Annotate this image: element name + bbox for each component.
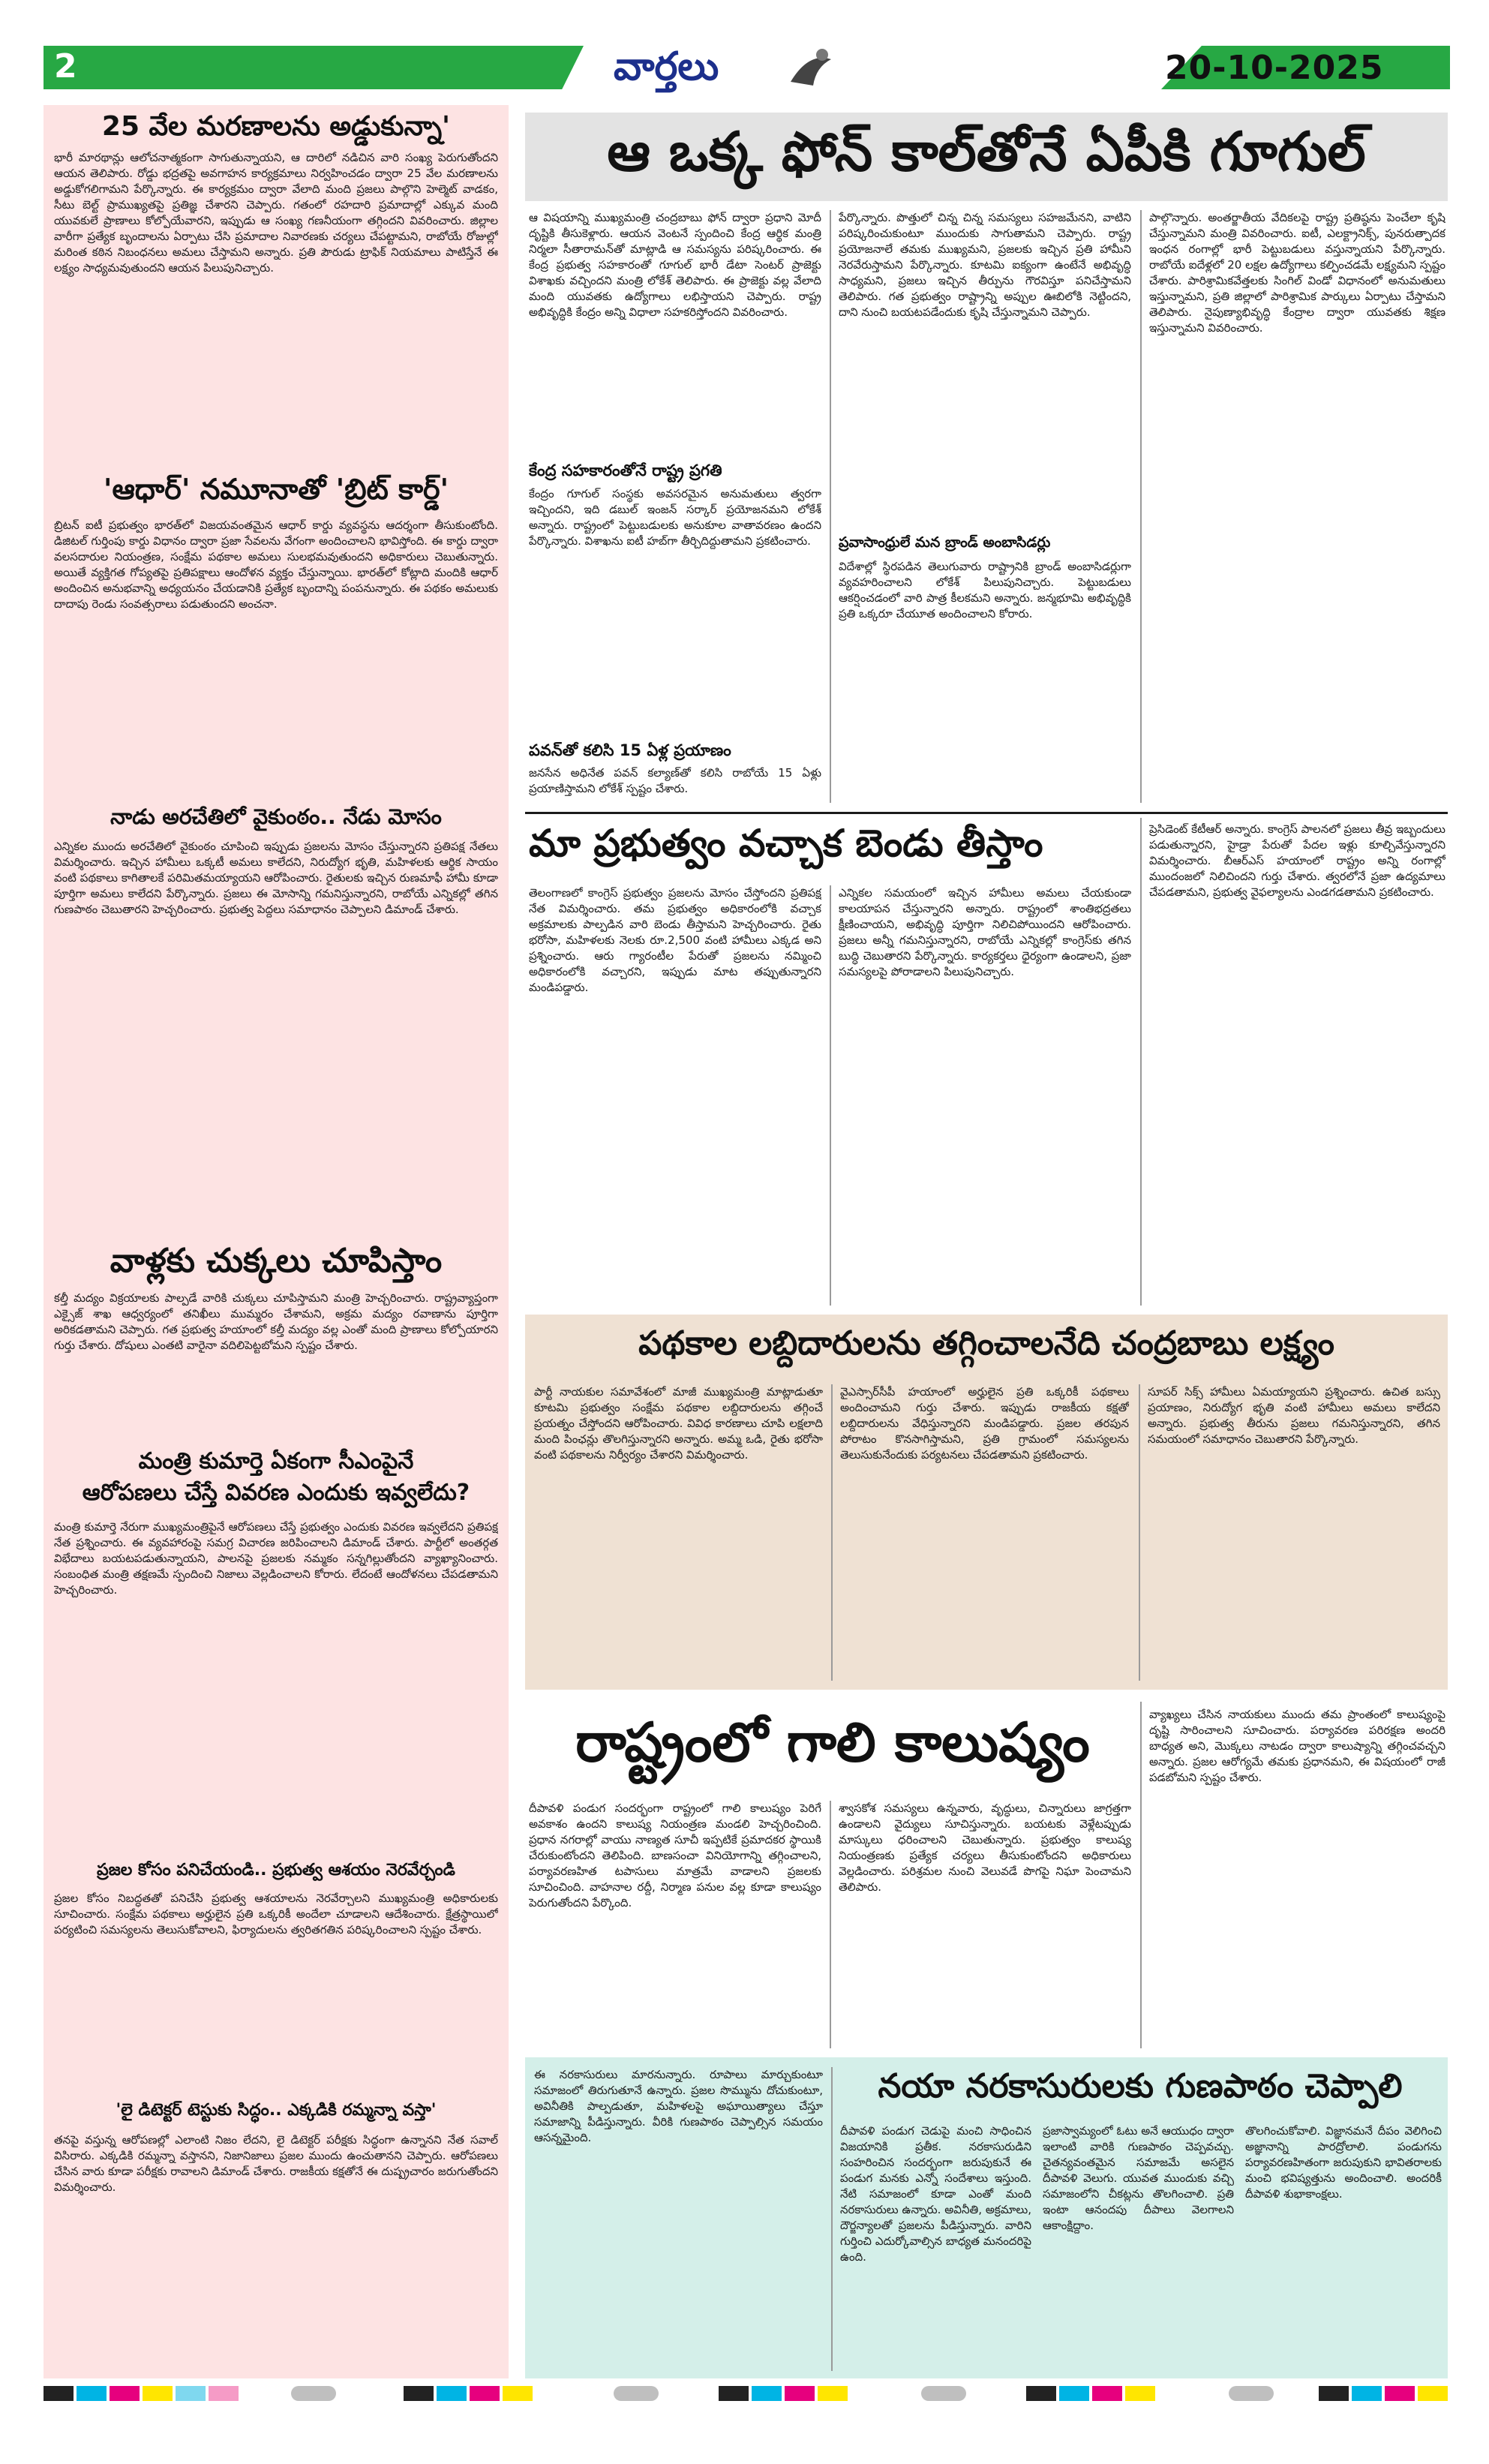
masthead-title: వార్తలు — [614, 44, 719, 89]
left-story-deaths-body: భారీ మారథాన్లు ఆలోచనాత్మకంగా సాగుతున్నాయని, ఆ దారిలో నడిచిన వారి సంఖ్య పెరుగుతోందని ఆయన తెలిపారు. రోడ్డు భద్రతపై అవగాహన కార్యక్రమాలు నిర్వహించడం ద్వారా 25 వేల మరణాలను అడ్డుకోగలిగామని పేర్కొన్నారు. ఈ కార్యక్రమం ద్వారా వేలాది మంది ప్రజలు పాల్గొని హెల్మెట్ వాడకం, సీటు బెల్ట్ ప్రాముఖ్యతపై ప్రతిజ్ఞ చేశారని చెప్పారు. గతంలో రహదారి ప్రమాదాల్లో ఎక్కువ మంది యువకులే ప్రాణాలు కోల్పోయేవారని, ఇప్పుడు ఆ సంఖ్య గణనీయంగా తగ్గిందని వివరించారు. జిల్లాల వారీగా ప్రత్యేక బృందాలను ఏర్పాటు చేసి ప్రమాదాల నివారణకు చర్యలు చేపట్టామని, రాబోయే రోజుల్లో మరింత కఠిన నిబంధనలు అమలు చేస్తామని అన్నారు. ప్రతి పౌరుడు ట్రాఫిక్ నియమాలు పాటిస్తేనే ఈ లక్ష్యం సాధ్యమవుతుందని ఆయన పిలుపునిచ్చారు. — [54, 151, 498, 275]
left-story-aadhaar-body: బ్రిటన్ ఐటీ ప్రభుత్వం భారత్‌లో విజయవంతమైన ఆధార్ కార్డు వ్యవస్థను ఆదర్శంగా తీసుకుంటోంది. డిజిటల్ గుర్తింపు కార్డు విధానం ద్వారా ప్రజా సేవలను వేగంగా అందించాలని భావిస్తోంది. ఈ కార్డు ద్వారా వలసదారుల నియంత్రణ, సంక్షేమ పథకాల అమలు సులభమవుతుందని అధికారులు చెబుతున్నారు. అయితే వ్యక్తిగత గోప్యతపై ప్రతిపక్షాలు ఆందోళన వ్యక్తం చేస్తున్నాయి. భారత్‌లో కోట్లాది మందికి ఆధార్ అందించిన అనుభవాన్ని అధ్యయనం చేయడానికి ప్రత్యేక బృందాన్ని పంపనున్నారు. ఈ పథకం అమలుకు దాదాపు రెండు సంవత్సరాలు పడుతుందని అంచనా. — [54, 518, 498, 611]
reg-mark — [470, 2386, 500, 2401]
story2-column-3: ప్రెసిడెంట్ కేటీఆర్ అన్నారు. కాంగ్రెస్ పాలనలో ప్రజలు తీవ్ర ఇబ్బందులు పడుతున్నారని, హైడ్రా పేరుతో పేదల ఇళ్లు కూల్చివేస్తున్నారని విమర్శించారు. బీఆర్ఎస్ హయాంలో రాష్ట్రం అన్ని రంగాల్లో ముందంజలో నిలిచిందని గుర్తు చేశారు. త్వరలోనే ప్రజా ఉద్యమాలు చేపడతామని, ప్రభుత్వ వైఫల్యాలను ఎండగడతామని ప్రకటించారు. — [1149, 822, 1445, 899]
issue-date: 20-10-2025 — [1165, 49, 1384, 87]
left-headline-chukkalu: వాళ్లకు చుక్కలు చూపిస్తాం — [110, 1242, 443, 1280]
lead-subhead-1: కేంద్ర సహకారంతోనే రాష్ట్ర ప్రగతి — [529, 461, 722, 479]
lead-bottom-rule — [525, 812, 1448, 814]
reg-mark — [921, 2386, 966, 2401]
lead-divider-2 — [1140, 210, 1142, 803]
lead-column-1c: జనసేన అధినేత పవన్ కల్యాణ్‌తో కలిసి రాబోయే 15 ఏళ్లు ప్రయాణిస్తామని లోకేశ్ స్పష్టం చేశారు. — [529, 766, 821, 795]
registration-strip — [44, 2386, 1450, 2404]
reg-mark — [437, 2386, 467, 2401]
left-story-minister-body: మంత్రి కుమార్తె నేరుగా ముఖ్యమంత్రిపైనే ఆరోపణలు చేస్తే ప్రభుత్వం ఎందుకు వివరణ ఇవ్వలేదని ప్రతిపక్ష నేత ప్రశ్నించారు. ఈ వ్యవహారంపై సమగ్ర విచారణ జరిపించాలని డిమాండ్ చేశారు. పార్టీలో అంతర్గత విభేదాలు బయటపడుతున్నాయని, పాలనపై ప్రజలకు నమ్మకం సన్నగిల్లుతోందని వ్యాఖ్యానించారు. సంబంధిత మంత్రి తక్షణమే స్పందించి నిజాలు వెల్లడించాలని కోరారు. లేదంటే ఆందోళనలు చేపడతామని హెచ్చరించారు. — [54, 1520, 498, 1597]
reg-mark — [1352, 2386, 1382, 2401]
story5-headline: నయా నరకాసురులకు గుణపాఠం చెప్పాలి — [878, 2067, 1403, 2105]
masthead-logo — [614, 41, 839, 94]
story2-divider-2 — [1140, 818, 1142, 1306]
header-green-left — [44, 46, 584, 89]
left-headline-aadhaar: 'ఆధార్' నమూనాతో 'బ్రిట్ కార్డ్' — [103, 473, 449, 506]
reg-mark — [818, 2386, 848, 2401]
reg-mark — [1418, 2386, 1448, 2401]
story5-column-1: దీపావళి పండుగ చెడుపై మంచి సాధించిన విజయానికి ప్రతీక. నరకాసురుడిని సంహరించిన సందర్భంగా జరుపుకునే ఈ పండుగ మనకు ఎన్నో సందేశాలు ఇస్తుంది. నేటి సమాజంలో కూడా ఎంతో మంది నరకాసురులు ఉన్నారు. అవినీతి, అక్రమాలు, దౌర్జన్యాలతో ప్రజలను పీడిస్తున్నారు. వారిని గుర్తించి ఎదుర్కోవాల్సిన బాధ్యత మనందరిపై ఉంది. — [840, 2124, 1031, 2264]
reg-mark — [1026, 2386, 1056, 2401]
reg-mark — [143, 2386, 173, 2401]
story3-divider-1 — [831, 1384, 833, 1681]
reg-mark — [110, 2386, 140, 2401]
reg-mark — [77, 2386, 107, 2401]
story4-divider-2 — [1140, 1702, 1142, 2048]
lead-column-1: ఆ విషయాన్ని ముఖ్యమంత్రి చంద్రబాబు ఫోన్ ద్వారా ప్రధాని మోదీ దృష్టికి తీసుకెళ్లారు. ఆయన వెంటనే స్పందించి కేంద్ర ఆర్థిక మంత్రి నిర్మలా సీతారామన్‌తో మాట్లాడి ఆ సమస్యను పరిష్కరించారు. ఈ కేంద్ర ప్రభుత్వ సహకారంతో గూగుల్ భారీ డేటా సెంటర్ ప్రాజెక్టు విశాఖకు వచ్చిందని మంత్రి లోకేశ్ తెలిపారు. ఈ ప్రాజెక్టు వల్ల వేలాది మంది యువతకు ఉద్యోగాలు లభిస్తాయని చెప్పారు. రాష్ట్ర అభివృద్ధికి కేంద్రం అన్ని విధాలా సహకరిస్తోందని వివరించారు. — [529, 211, 821, 319]
story3-divider-2 — [1139, 1384, 1140, 1681]
reg-mark — [209, 2386, 239, 2401]
left-headline-deaths: 25 వేల మరణాలను అడ్డుకున్నా' — [101, 111, 451, 142]
reg-mark — [1319, 2386, 1349, 2401]
reg-mark — [1059, 2386, 1089, 2401]
page-number: 2 — [54, 47, 77, 86]
story4-headline: రాష్ట్రంలో గాలి కాలుష్యం — [575, 1711, 1090, 1774]
story2-divider-1 — [830, 885, 831, 1306]
story2-column-1: తెలంగాణలో కాంగ్రెస్ ప్రభుత్వం ప్రజలను మోసం చేస్తోందని ప్రతిపక్ష నేత విమర్శించారు. తమ ప్రభుత్వం అధికారంలోకి వచ్చాక అక్రమాలకు పాల్పడిన వారి బెండు తీస్తామని హెచ్చరించారు. రైతు భరోసా, మహిళలకు నెలకు రూ.2,500 వంటి హామీలు ఎక్కడ అని ప్రశ్నించారు. ఆరు గ్యారంటీల పేరుతో ప్రజలను నమ్మించి అధికారంలోకి వచ్చారని, ఇప్పుడు మాట తప్పుతున్నారని మండిపడ్డారు. — [529, 886, 821, 994]
reg-mark — [752, 2386, 782, 2401]
header-bar — [44, 41, 1450, 94]
left-headline-minister-b: ఆరోపణలు చేస్తే వివరణ ఎందుకు ఇవ్వలేదు? — [82, 1480, 470, 1506]
lead-headline: ఆ ఒక్క ఫోన్ కాల్‌తోనే ఏపీకి గూగుల్ — [607, 120, 1366, 183]
story3-column-3: సూపర్ సిక్స్ హామీలు ఏమయ్యాయని ప్రశ్నించారు. ఉచిత బస్సు ప్రయాణం, నిరుద్యోగ భృతి వంటి హామీలు అమలు కాలేదని అన్నారు. ప్రభుత్వ తీరును ప్రజలు గమనిస్తున్నారని, తగిన సమయంలో సమాధానం చెబుతారని పేర్కొన్నారు. — [1148, 1385, 1440, 1446]
story5-column-3: తొలగించుకోవాలి. విజ్ఞానమనే దీపం వెలిగించి అజ్ఞానాన్ని పారద్రోలాలి. పండుగను పర్యావరణహితంగా జరుపుకుని భావితరాలకు మంచి భవిష్యత్తును అందించాలి. అందరికీ దీపావళి శుభాకాంక్షలు. — [1245, 2124, 1442, 2201]
lead-column-3: పాల్గొన్నారు. అంతర్జాతీయ వేదికలపై రాష్ట్ర ప్రతిష్ఠను పెంచేలా కృషి చేస్తున్నామని మంత్రి వివరించారు. ఐటీ, ఎలక్ట్రానిక్స్, పునరుత్పాదక ఇంధన రంగాల్లో భారీ పెట్టుబడులు వస్తున్నాయని పేర్కొన్నారు. రాబోయే ఐదేళ్లలో 20 లక్షల ఉద్యోగాలు కల్పించడమే లక్ష్యమని స్పష్టం చేశారు. పారిశ్రామికవేత్తలకు సింగిల్ విండో విధానంలో అనుమతులు ఇస్తున్నామని, ప్రతి జిల్లాలో పారిశ్రామిక పార్కులు ఏర్పాటు చేస్తామని తెలిపారు. నైపుణ్యాభివృద్ధి కేంద్రాల ద్వారా యువతకు శిక్షణ ఇస్తున్నామని వివరించారు. — [1149, 211, 1445, 335]
story4-column-1: దీపావళి పండుగ సందర్భంగా రాష్ట్రంలో గాలి కాలుష్యం పెరిగే అవకాశం ఉందని కాలుష్య నియంత్రణ మండలి హెచ్చరించింది. ప్రధాన నగరాల్లో వాయు నాణ్యత సూచీ ఇప్పటికే ప్రమాదకర స్థాయికి చేరుకుంటోందని తెలిపింది. బాణసంచా వినియోగాన్ని తగ్గించాలని, పర్యావరణహిత టపాసులు మాత్రమే వాడాలని ప్రజలకు సూచించింది. వాహనాల రద్దీ, నిర్మాణ పనుల వల్ల కూడా కాలుష్యం పెరుగుతోందని పేర్కొంది. — [529, 1801, 821, 1910]
story3-headline: పథకాల లబ్దిదారులను తగ్గించాలనేది చంద్రబాబు లక్ష్యం — [638, 1324, 1334, 1363]
story2-column-2: ఎన్నికల సమయంలో ఇచ్చిన హామీలు అమలు చేయకుండా కాలయాపన చేస్తున్నారని అన్నారు. రాష్ట్రంలో శాంతిభద్రతలు క్షీణించాయని, అభివృద్ధి పూర్తిగా నిలిచిపోయిందని ఆరోపించారు. ప్రజలు అన్నీ గమనిస్తున్నారని, రాబోయే ఎన్నికల్లో కాంగ్రెస్‌కు తగిన బుద్ధి చెబుతారని పేర్కొన్నారు. కార్యకర్తలు ధైర్యంగా ఉండాలని, ప్రజా సమస్యలపై పోరాడాలని పిలుపునిచ్చారు. — [839, 886, 1131, 978]
story3-column-2: వైఎస్సార్‌సీపీ హయాంలో అర్హులైన ప్రతి ఒక్కరికీ పథకాలు అందించామని గుర్తు చేశారు. ఇప్పుడు రాజకీయ కక్షతో లబ్దిదారులను వేధిస్తున్నారని మండిపడ్డారు. ప్రజల తరపున పోరాటం కొనసాగిస్తామని, ప్రతి గ్రామంలో సమస్యలను తెలుసుకునేందుకు పర్యటనలు చేపడతామని ప్రకటించారు. — [840, 1385, 1129, 1462]
story2-headline: మా ప్రభుత్వం వచ్చాక బెండు తీస్తాం — [529, 822, 1043, 865]
reg-mark — [1092, 2386, 1122, 2401]
lead-subhead-3: ప్రవాసాంధ్రులే మన బ్రాండ్ అంబాసిడర్లు — [839, 534, 1051, 551]
reg-mark — [1125, 2386, 1155, 2401]
story5-column-2: ప్రజాస్వామ్యంలో ఓటు అనే ఆయుధం ద్వారా ఇలాంటి వారికి గుణపాఠం చెప్పవచ్చు. చైతన్యవంతమైన సమాజమే అసలైన దీపావళి వెలుగు. యువత ముందుకు వచ్చి సమాజంలోని చీకట్లను తొలగించాలి. ప్రతి ఇంటా ఆనందపు దీపాలు వెలగాలని ఆకాంక్షిద్దాం. — [1043, 2124, 1234, 2232]
reg-mark — [404, 2386, 434, 2401]
left-headline-prajala: ప్రజల కోసం పనిచేయండి.. ప్రభుత్వ ఆశయం నెరవేర్చండి — [97, 1861, 455, 1880]
story4-column-2: శ్వాసకోశ సమస్యలు ఉన్నవారు, వృద్ధులు, చిన్నారులు జాగ్రత్తగా ఉండాలని వైద్యులు సూచిస్తున్నారు. బయటకు వెళ్లేటప్పుడు మాస్కులు ధరించాలని చెబుతున్నారు. ప్రభుత్వం కాలుష్య నియంత్రణకు ప్రత్యేక చర్యలు తీసుకుంటోందని అధికారులు వెల్లడించారు. పరిశ్రమల నుంచి వెలువడే పొగపై నిఘా పెంచామని తెలిపారు. — [839, 1801, 1131, 1894]
left-headline-minister-a: మంత్రి కుమార్తె ఏకంగా సీఎంపైనే — [138, 1448, 414, 1474]
left-story-vaikuntham-body: ఎన్నికల ముందు అరచేతిలో వైకుంఠం చూపించి ఇప్పుడు ప్రజలను మోసం చేస్తున్నారని ప్రతిపక్ష నేతలు విమర్శించారు. ఇచ్చిన హామీలు ఒక్కటీ అమలు కాలేదని, నిరుద్యోగ భృతి, మహిళలకు ఆర్థిక సాయం వంటి పథకాలు కాగితాలకే పరిమితమయ్యాయని ఆరోపించారు. రైతులకు ఇచ్చిన రుణమాఫీ హామీ కూడా పూర్తిగా అమలు కాలేదని పేర్కొన్నారు. ప్రజలు ఈ మోసాన్ని గమనిస్తున్నారని, రాబోయే ఎన్నికల్లో తగిన గుణపాఠం చెబుతారని హెచ్చరించారు. ప్రభుత్వ పెద్దలు సమాధానం చెప్పాలని డిమాండ్ చేశారు. — [54, 840, 498, 916]
lead-column-2: పేర్కొన్నారు. పొత్తులో చిన్న చిన్న సమస్యలు సహజమేనని, వాటిని పరిష్కరించుకుంటూ ముందుకు సాగుతామని చెప్పారు. రాష్ట్ర ప్రయోజనాలే తమకు ముఖ్యమని, ప్రజలకు ఇచ్చిన ప్రతి హామీని నెరవేరుస్తామని పేర్కొన్నారు. కూటమి ఐక్యంగా ఉంటేనే అభివృద్ధి సాధ్యమని, ప్రజలు ఇచ్చిన తీర్పును గౌరవిస్తూ పనిచేస్తామని తెలిపారు. గత ప్రభుత్వం రాష్ట్రాన్ని అప్పుల ఊబిలోకి నెట్టిందని, దాని నుంచి బయటపడేందుకు కృషి చేస్తున్నామని చెప్పారు. — [839, 211, 1131, 319]
reg-mark — [44, 2386, 74, 2401]
story4-divider-1 — [830, 1801, 831, 2048]
story5-intro: ఈ నరకాసురులు మారనున్నారు. రూపాలు మార్చుకుంటూ సమాజంలో తిరుగుతూనే ఉన్నారు. ప్రజల సొమ్మును దోచుకుంటూ, అవినీతికి పాల్పడుతూ, మహిళలపై అఘాయిత్యాలు చేస్తూ సమాజాన్ని పీడిస్తున్నారు. వీరికి గుణపాఠం చెప్పాల్సిన సమయం ఆసన్నమైంది. — [534, 2068, 823, 2144]
reg-mark — [176, 2386, 206, 2401]
left-headline-lie-detector: 'లై డిటెక్టర్ టెస్టుకు సిద్ధం.. ఎక్కడికి రమ్మన్నా వస్తా' — [116, 2101, 437, 2120]
left-headline-vaikuntham: నాడు అరచేతిలో వైకుంఠం.. నేడు మోసం — [110, 804, 442, 829]
story5-divider-1 — [831, 2067, 833, 2371]
story4-column-3: వ్యాఖ్యలు చేసిన నాయకులు ముందు తమ ప్రాంతంలో కాలుష్యంపై దృష్టి సారించాలని సూచించారు. పర్యావరణ పరిరక్షణ అందరి బాధ్యత అని, మొక్కలు నాటడం ద్వారా కాలుష్యాన్ని తగ్గించవచ్చని అన్నారు. ప్రజల ఆరోగ్యమే తమకు ప్రధానమని, ఈ విషయంలో రాజీ పడబోమని స్పష్టం చేశారు. — [1149, 1708, 1445, 1784]
reg-mark — [291, 2386, 336, 2401]
left-story-lie-detector-body: తనపై వస్తున్న ఆరోపణల్లో ఎలాంటి నిజం లేదని, లై డిటెక్టర్ పరీక్షకు సిద్ధంగా ఉన్నానని నేత సవాల్ విసిరారు. ఎక్కడికి రమ్మన్నా వస్తానని, నిజానిజాలు ప్రజల ముందు ఉంచుతానని చెప్పారు. ఆరోపణలు చేసిన వారు కూడా పరీక్షకు రావాలని డిమాండ్ చేశారు. రాజకీయ కక్షతోనే ఈ దుష్ప్రచారం జరుగుతోందని విమర్శించారు. — [54, 2133, 498, 2194]
lead-subhead-2: పవన్‌తో కలిసి 15 ఏళ్ల ప్రయాణం — [529, 741, 731, 759]
reg-mark — [614, 2386, 659, 2401]
reg-mark — [503, 2386, 533, 2401]
left-story-prajala-body: ప్రజల కోసం నిబద్ధతతో పనిచేసి ప్రభుత్వ ఆశయాలను నెరవేర్చాలని ముఖ్యమంత్రి అధికారులకు సూచించారు. సంక్షేమ పథకాలు అర్హులైన ప్రతి ఒక్కరికీ అందేలా చూడాలని ఆదేశించారు. క్షేత్రస్థాయిలో పర్యటించి సమస్యలను తెలుసుకోవాలని, ఫిర్యాదులను త్వరితగతిన పరిష్కరించాలని స్పష్టం చేశారు. — [54, 1892, 498, 1937]
reg-mark — [719, 2386, 749, 2401]
reg-mark — [1229, 2386, 1274, 2401]
lead-column-2b: విదేశాల్లో స్థిరపడిన తెలుగువారు రాష్ట్రానికి బ్రాండ్ అంబాసిడర్లుగా వ్యవహరించాలని లోకేశ్ పిలుపునిచ్చారు. పెట్టుబడులు ఆకర్షించడంలో వారి పాత్ర కీలకమని అన్నారు. జన్మభూమి అభివృద్ధికి ప్రతి ఒక్కరూ చేయూత అందించాలని కోరారు. — [839, 560, 1131, 621]
reg-mark — [1385, 2386, 1415, 2401]
masthead-emblem-icon — [786, 44, 836, 89]
story3-column-1: పార్టీ నాయకుల సమావేశంలో మాజీ ముఖ్యమంత్రి మాట్లాడుతూ కూటమి ప్రభుత్వం సంక్షేమ పథకాల లబ్దిదారులను తగ్గించే ప్రయత్నం చేస్తోందని ఆరోపించారు. వివిధ కారణాలు చూపి లక్షలాది మంది పింఛన్లు తొలగిస్తున్నారని అన్నారు. అమ్మ ఒడి, రైతు భరోసా వంటి పథకాలను నిర్వీర్యం చేశారని విమర్శించారు. — [534, 1385, 823, 1462]
left-story-chukkalu-body: కల్తీ మద్యం విక్రయాలకు పాల్పడే వారికి చుక్కలు చూపిస్తామని మంత్రి హెచ్చరించారు. రాష్ట్రవ్యాప్తంగా ఎక్సైజ్ శాఖ ఆధ్వర్యంలో తనిఖీలు ముమ్మరం చేశామని, అక్రమ మద్యం రవాణాను పూర్తిగా అరికడతామని చెప్పారు. గత ప్రభుత్వ హయాంలో కల్తీ మద్యం వల్ల ఎంతో మంది ప్రాణాలు కోల్పోయారని గుర్తు చేశారు. దోషులు ఎంతటి వారైనా వదిలిపెట్టబోమని స్పష్టం చేశారు. — [54, 1291, 498, 1352]
reg-mark — [785, 2386, 815, 2401]
lead-divider-1 — [830, 210, 831, 803]
lead-column-1b: కేంద్రం గూగుల్ సంస్థకు అవసరమైన అనుమతులు త్వరగా ఇచ్చిందని, ఇది డబుల్ ఇంజన్ సర్కార్ ప్రయోజనమని లోకేశ్ అన్నారు. రాష్ట్రంలో పెట్టుబడులకు అనుకూల వాతావరణం ఉందని పేర్కొన్నారు. విశాఖను ఐటీ హబ్‌గా తీర్చిదిద్దుతామని ప్రకటించారు. — [529, 487, 821, 548]
